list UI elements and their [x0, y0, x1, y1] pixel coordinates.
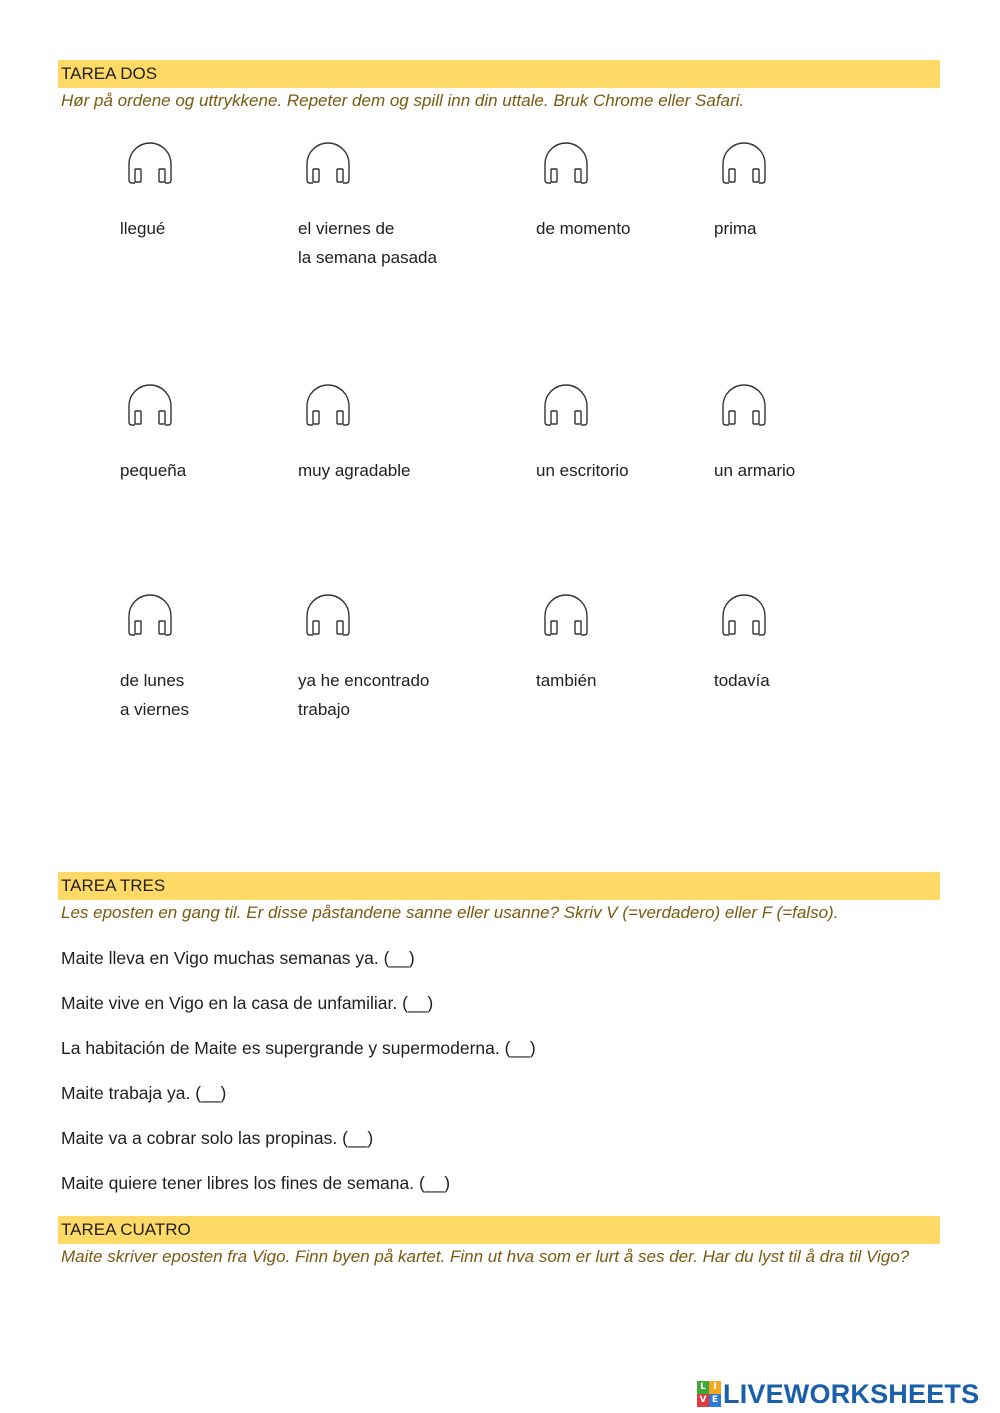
- audio-item: [714, 142, 920, 243]
- logo-letter: I: [709, 1381, 721, 1394]
- audio-word: pequeña: [120, 461, 187, 480]
- audio-word: ya he encontrado trabajo: [298, 671, 430, 719]
- audio-word: prima: [714, 219, 757, 238]
- audio-item: [536, 384, 742, 485]
- statement: Maite va a cobrar solo las propinas. (__): [61, 1128, 374, 1148]
- headphones-icon[interactable]: [541, 142, 591, 188]
- audio-word: de momento: [536, 219, 631, 238]
- headphones-icon[interactable]: [541, 384, 591, 430]
- liveworksheets-logo: [697, 1378, 979, 1410]
- statement: Maite vive en Vigo en la casa de unfamiliar. (__): [61, 993, 434, 1013]
- headphones-icon[interactable]: [303, 142, 353, 188]
- audio-item: [120, 384, 326, 485]
- tarea-dos-instruction: Hør på ordene og uttrykkene. Repeter dem og spill inn din uttale. Bruk Chrome eller Safari.: [61, 91, 745, 110]
- tarea-cuatro-instruction: Maite skriver eposten fra Vigo. Finn byen på kartet. Finn ut hva som er lurt å ses der. Har du lyst til å dra til Vigo?: [61, 1247, 910, 1266]
- audio-item: [298, 384, 504, 485]
- logo-icon: [697, 1381, 721, 1407]
- headphones-icon[interactable]: [719, 384, 769, 430]
- audio-word: un armario: [714, 461, 796, 480]
- audio-word: llegué: [120, 219, 166, 238]
- headphones-icon[interactable]: [719, 594, 769, 640]
- audio-item: [714, 594, 920, 695]
- audio-item: [120, 594, 326, 724]
- tarea-tres-heading: TAREA TRES: [58, 872, 940, 900]
- tarea-dos-heading: TAREA DOS: [58, 60, 940, 88]
- audio-word: también: [536, 671, 597, 690]
- headphones-icon[interactable]: [125, 384, 175, 430]
- audio-item: [714, 384, 920, 485]
- audio-item: [120, 142, 326, 243]
- audio-word: un escritorio: [536, 461, 629, 480]
- headphones-icon[interactable]: [303, 384, 353, 430]
- headphones-icon[interactable]: [303, 594, 353, 640]
- audio-item: [536, 594, 742, 695]
- logo-letter: E: [709, 1394, 721, 1407]
- tarea-cuatro-heading: TAREA CUATRO: [58, 1216, 940, 1244]
- statement: La habitación de Maite es supergrande y supermoderna. (__): [61, 1038, 536, 1058]
- statement: Maite trabaja ya. (__): [61, 1083, 227, 1103]
- logo-letter: V: [697, 1394, 709, 1407]
- audio-word: el viernes de la semana pasada: [298, 219, 437, 267]
- audio-item: [298, 142, 504, 272]
- headphones-icon[interactable]: [125, 594, 175, 640]
- audio-word: todavía: [714, 671, 770, 690]
- headphones-icon[interactable]: [125, 142, 175, 188]
- statement: Maite quiere tener libres los fines de semana. (__): [61, 1173, 451, 1193]
- logo-text: LIVEWORKSHEETS: [723, 1378, 980, 1409]
- headphones-icon[interactable]: [541, 594, 591, 640]
- headphones-icon[interactable]: [719, 142, 769, 188]
- audio-item: [298, 594, 504, 724]
- audio-word: muy agradable: [298, 461, 411, 480]
- statement: Maite lleva en Vigo muchas semanas ya. (__): [61, 948, 415, 968]
- tarea-tres-instruction: Les eposten en gang til. Er disse påstandene sanne eller usanne? Skriv V (=verdadero) eller F (=falso).: [61, 903, 839, 922]
- audio-item: [536, 142, 742, 243]
- audio-word: de lunes a viernes: [120, 671, 189, 719]
- logo-letter: L: [697, 1381, 709, 1394]
